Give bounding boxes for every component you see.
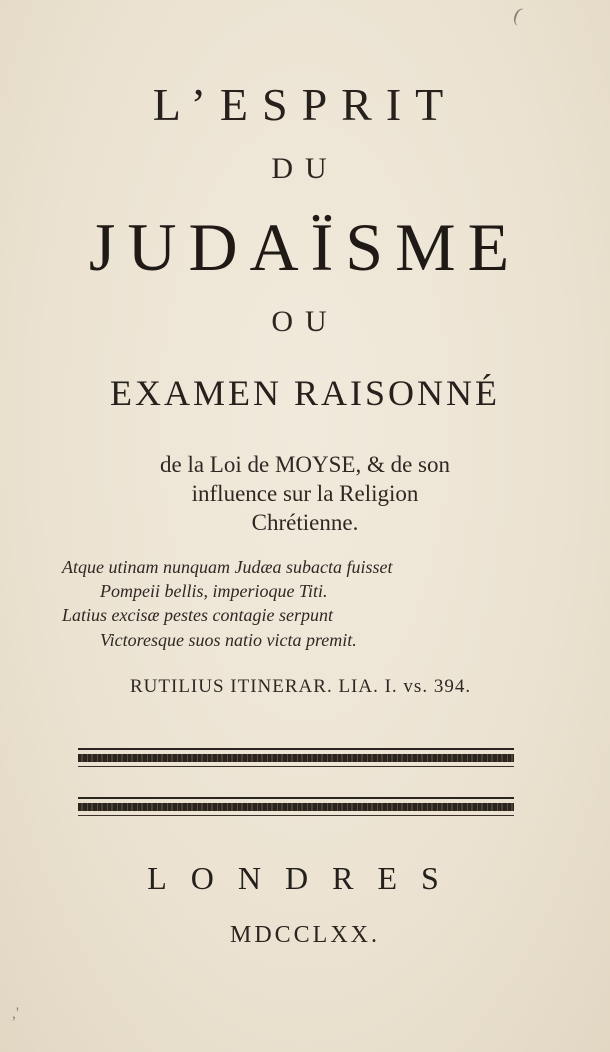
epigraph-line: Latius excisæ pestes contagie serpunt — [62, 605, 333, 625]
epigraph-source: RUTILIUS ITINERAR. LIA. I. vs. 394. — [130, 676, 472, 697]
epigraph-line: Victoresque suos natio victa premit. — [100, 630, 357, 650]
ornamental-rule — [78, 797, 514, 816]
subtitle-line-1: de la Loi de MOYSE, & de son — [159, 452, 450, 477]
title-line-2: JUDAÏSME — [88, 209, 522, 285]
title-line-3: EXAMEN RAISONNÉ — [110, 373, 500, 413]
ornamental-rule — [78, 748, 514, 767]
title-line-1: L’ESPRIT — [152, 79, 458, 130]
subtitle-line-3: Chrétienne. — [251, 510, 359, 535]
epigraph-line: Pompeii bellis, imperioque Titi. — [100, 581, 328, 601]
subtitle-line-2: influence sur la Religion — [191, 481, 419, 506]
imprint-place: LONDRES — [147, 860, 463, 896]
margin-mark: ( — [510, 3, 525, 27]
margin-mark: ,' — [12, 1005, 19, 1022]
title-ou: OU — [271, 305, 339, 338]
imprint-date: MDCCLXX. — [229, 922, 380, 948]
epigraph-line: Atque utinam nunquam Judæa subacta fuisset — [62, 557, 393, 577]
title-du: DU — [271, 152, 339, 185]
